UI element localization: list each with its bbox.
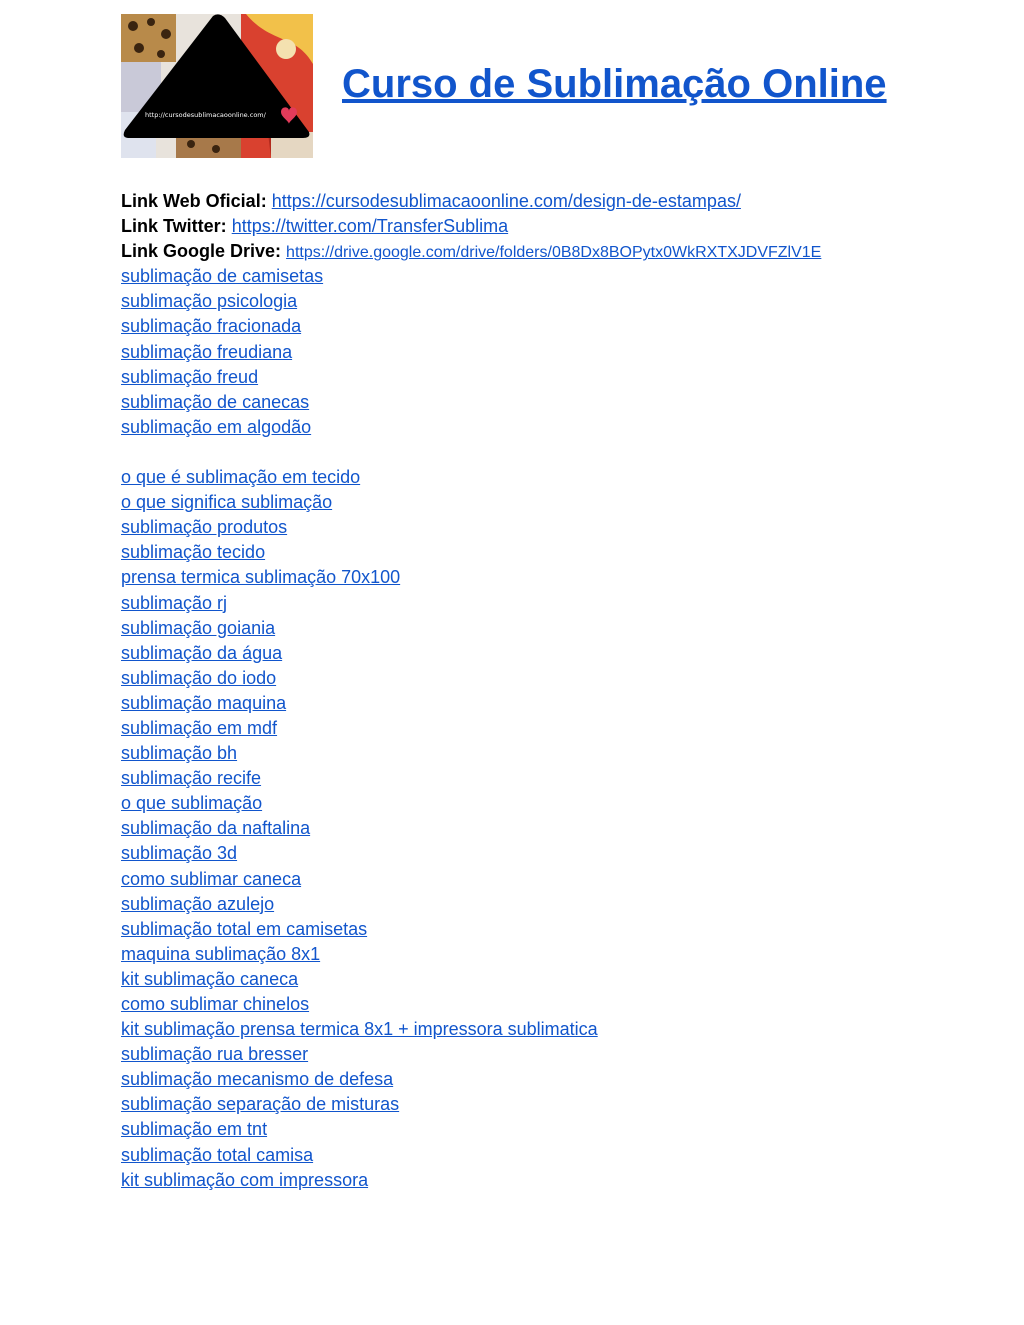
keyword-link[interactable]: sublimação rua bresser xyxy=(121,1044,309,1065)
keyword-link[interactable]: sublimação mecanismo de defesa xyxy=(121,1069,394,1090)
keyword-link[interactable]: sublimação goiania xyxy=(121,617,276,638)
keyword-link[interactable]: o que significa sublimação xyxy=(121,492,333,513)
logo-url-text: http://cursodesublimacaoonline.com/ xyxy=(145,111,266,119)
keyword-link[interactable]: sublimação rj xyxy=(121,592,228,613)
keyword-link[interactable]: sublimação freud xyxy=(121,366,259,387)
keyword-link[interactable]: sublimação em tnt xyxy=(121,1119,268,1140)
keyword-link[interactable]: sublimação total camisa xyxy=(121,1144,314,1165)
keyword-link[interactable]: o que é sublimação em tecido xyxy=(121,467,361,488)
keyword-link[interactable]: maquina sublimação 8x1 xyxy=(121,943,321,964)
keyword-link[interactable]: sublimação bh xyxy=(121,743,238,764)
link-label: Link Google Drive: xyxy=(121,241,282,262)
page-title-link[interactable]: Curso de Sublimação Online xyxy=(342,62,887,106)
keyword-link[interactable]: sublimação azulejo xyxy=(121,893,275,914)
keyword-link[interactable]: sublimação de canecas xyxy=(121,391,310,412)
link-label: Link Web Oficial: xyxy=(121,191,267,211)
keyword-link[interactable]: sublimação da água xyxy=(121,642,283,663)
twitter-link[interactable]: https://twitter.com/TransferSublima xyxy=(231,216,509,237)
keyword-link[interactable]: sublimação total em camisetas xyxy=(121,918,368,939)
keyword-link[interactable]: sublimação recife xyxy=(121,768,262,789)
link-label: Link Twitter: xyxy=(121,216,227,237)
keyword-link[interactable]: como sublimar caneca xyxy=(121,868,302,889)
official-web-link[interactable]: https://cursodesublimacaoonline.com/design-de-estampas/ xyxy=(271,191,741,211)
keyword-link[interactable]: sublimação psicologia xyxy=(121,291,298,312)
google-drive-link[interactable]: https://drive.google.com/drive/folders/0B8Dx8BOPytx0WkRXTXJDVFZlV1E xyxy=(286,244,822,262)
keyword-link[interactable]: sublimação maquina xyxy=(121,692,287,713)
keyword-link[interactable]: sublimação da naftalina xyxy=(121,818,311,839)
document-body xyxy=(121,189,1001,1193)
keyword-link[interactable]: sublimação em mdf xyxy=(121,717,278,738)
keyword-link[interactable]: sublimação freudiana xyxy=(121,341,293,362)
keyword-link[interactable]: sublimação produtos xyxy=(121,517,288,538)
logo-image xyxy=(121,14,313,158)
keyword-link[interactable]: kit sublimação prensa termica 8x1 + impressora sublimatica xyxy=(121,1019,598,1040)
keyword-link[interactable]: o que sublimação xyxy=(121,793,263,814)
keyword-link[interactable]: sublimação separação de misturas xyxy=(121,1094,400,1115)
keyword-link[interactable]: sublimação de camisetas xyxy=(121,266,324,287)
spacer xyxy=(121,440,1001,465)
link-row-web xyxy=(121,189,1001,214)
keyword-link[interactable]: prensa termica sublimação 70x100 xyxy=(121,567,401,588)
keyword-link[interactable]: kit sublimação com impressora xyxy=(121,1169,369,1190)
keyword-link[interactable]: sublimação 3d xyxy=(121,843,238,864)
link-row-twitter xyxy=(121,214,1001,239)
keyword-link[interactable]: sublimação do iodo xyxy=(121,667,277,688)
keyword-link[interactable]: kit sublimação caneca xyxy=(121,968,299,989)
link-row-drive xyxy=(121,239,1001,264)
keyword-link[interactable]: sublimação tecido xyxy=(121,542,266,563)
keyword-link[interactable]: sublimação em algodão xyxy=(121,416,312,437)
keyword-link[interactable]: sublimação fracionada xyxy=(121,316,302,337)
keyword-link[interactable]: como sublimar chinelos xyxy=(121,994,310,1014)
